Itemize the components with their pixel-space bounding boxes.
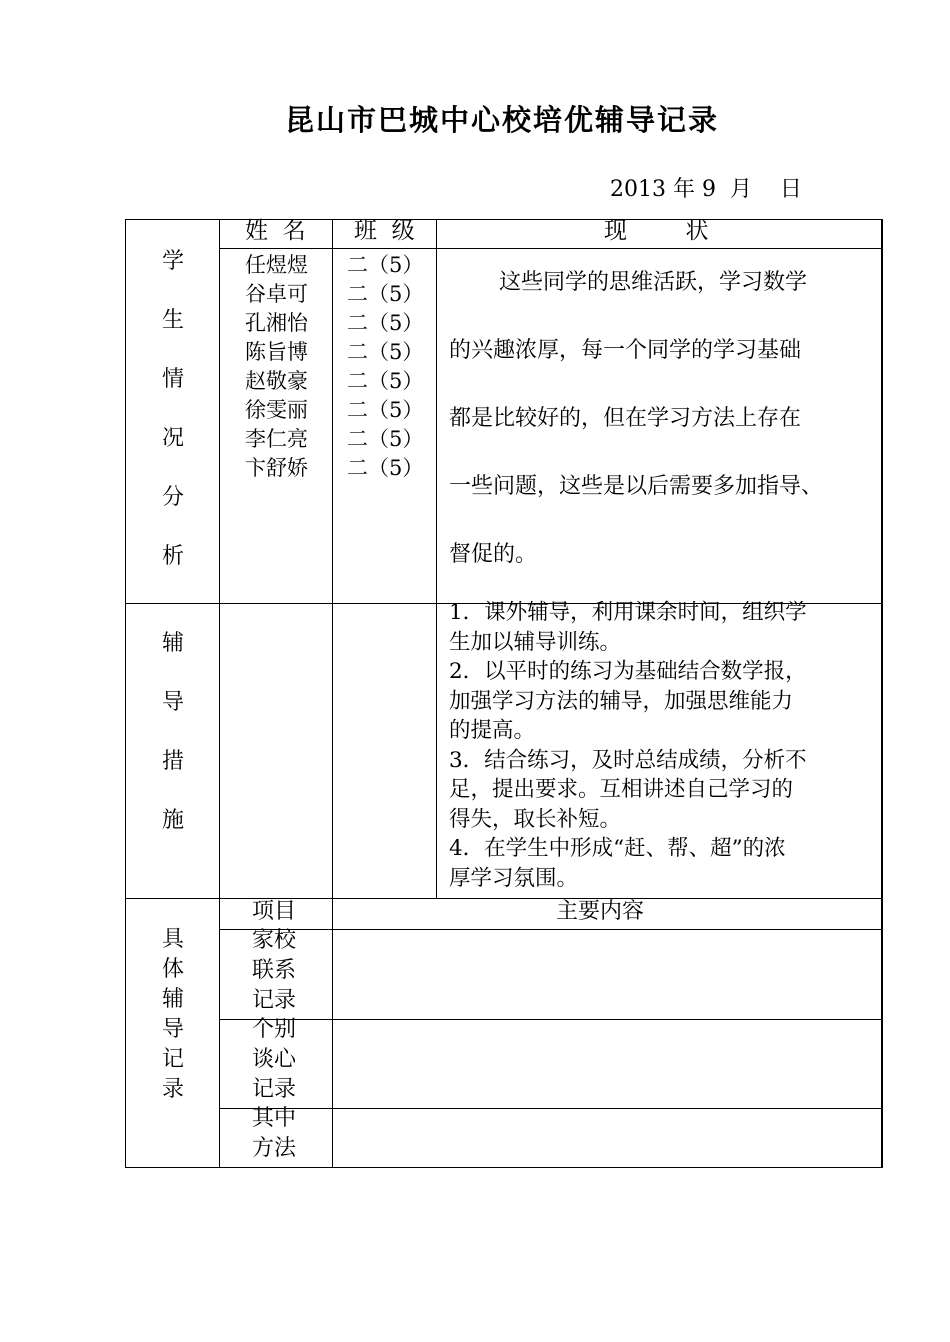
header-item: 项目 (252, 899, 297, 924)
student-names (245, 251, 308, 483)
status-line: 的兴趣浓厚，每一个同学的学习基础 (449, 338, 802, 363)
label-char: 辅 (161, 631, 184, 656)
tutoring-measures-text (449, 598, 879, 893)
label-char: 况 (161, 426, 184, 451)
measure-line: 4．在学生中形成“赶、帮、超”的浓 (449, 836, 786, 861)
label-char: 导 (161, 690, 184, 715)
label-char: 措 (161, 749, 184, 774)
item-line: 联系 (252, 958, 297, 983)
header-name: 姓 名 (245, 218, 306, 244)
student-class: 二（5） (347, 282, 424, 306)
student-class: 二（5） (347, 369, 424, 393)
measure-line: 的提高。 (449, 718, 536, 743)
student-class: 二（5） (347, 340, 424, 364)
label-char: 记 (161, 1047, 184, 1072)
student-class: 二（5） (347, 253, 424, 277)
status-line: 督促的。 (449, 542, 538, 567)
specific-records-label (153, 925, 193, 1105)
status-line: 都是比较好的，但在学习方法上存在 (449, 406, 802, 431)
student-class: 二（5） (347, 427, 424, 451)
student-name: 卞舒娇 (245, 456, 308, 480)
page-title: 昆山市巴城中心校培优辅导记录 (284, 103, 719, 137)
measure-line: 生加以辅导训练。 (449, 629, 622, 655)
status-description (449, 249, 879, 589)
label-char: 辅 (161, 987, 184, 1012)
student-class: 二（5） (347, 311, 424, 335)
student-analysis-label (153, 244, 193, 598)
measure-line: 得失，取长补短。 (449, 806, 622, 832)
student-classes (347, 251, 423, 483)
header-status: 现 状 (604, 218, 709, 244)
measure-line: 2．以平时的练习为基础结合数学报， (449, 659, 807, 684)
student-name: 孔湘怡 (245, 311, 308, 335)
measure-line: 1．课外辅导，利用课余时间，组织学 (449, 600, 807, 625)
tutoring-measures-label (153, 626, 193, 862)
record-date: 2013 年 9 月 日 (610, 177, 802, 202)
measure-line: 厚学习氛围。 (449, 865, 579, 891)
student-name: 谷卓可 (245, 282, 308, 306)
status-line: 一些问题，这些是以后需要多加指导、 (449, 474, 824, 499)
label-char: 生 (161, 308, 184, 333)
student-name: 李仁亮 (245, 427, 308, 451)
label-char: 施 (161, 808, 184, 833)
status-line: 这些同学的思维活跃，学习数学 (499, 270, 808, 295)
item-line: 个别 (252, 1017, 297, 1042)
label-char: 具 (161, 927, 184, 952)
item-line: 方法 (252, 1136, 297, 1161)
record-item-home-school (252, 926, 296, 1016)
item-line: 记录 (252, 1077, 297, 1102)
student-name: 任煜煜 (245, 253, 308, 277)
label-char: 体 (161, 957, 184, 982)
measure-line: 加强学习方法的辅导，加强思维能力 (449, 688, 794, 714)
item-line: 家校 (252, 928, 297, 953)
student-class: 二（5） (347, 456, 424, 480)
measure-line: 3．结合练习，及时总结成绩，分析不 (449, 747, 807, 773)
item-line: 记录 (252, 988, 297, 1013)
label-char: 析 (161, 544, 184, 569)
student-name: 赵敬豪 (245, 369, 308, 393)
item-line: 谈心 (252, 1047, 297, 1072)
record-item-individual-talk (252, 1015, 296, 1105)
label-char: 导 (161, 1017, 184, 1042)
record-item-method (252, 1104, 296, 1164)
label-char: 学 (161, 249, 184, 274)
label-char: 录 (161, 1077, 184, 1102)
header-class: 班 级 (354, 218, 415, 244)
label-char: 分 (161, 485, 184, 510)
measure-line: 足，提出要求。互相讲述自己学习的 (449, 777, 794, 802)
student-class: 二（5） (347, 398, 424, 422)
item-line: 其中 (252, 1106, 297, 1131)
header-content: 主要内容 (556, 899, 645, 924)
student-name: 徐雯丽 (245, 398, 308, 422)
label-char: 情 (161, 367, 184, 392)
student-name: 陈旨博 (245, 340, 308, 364)
